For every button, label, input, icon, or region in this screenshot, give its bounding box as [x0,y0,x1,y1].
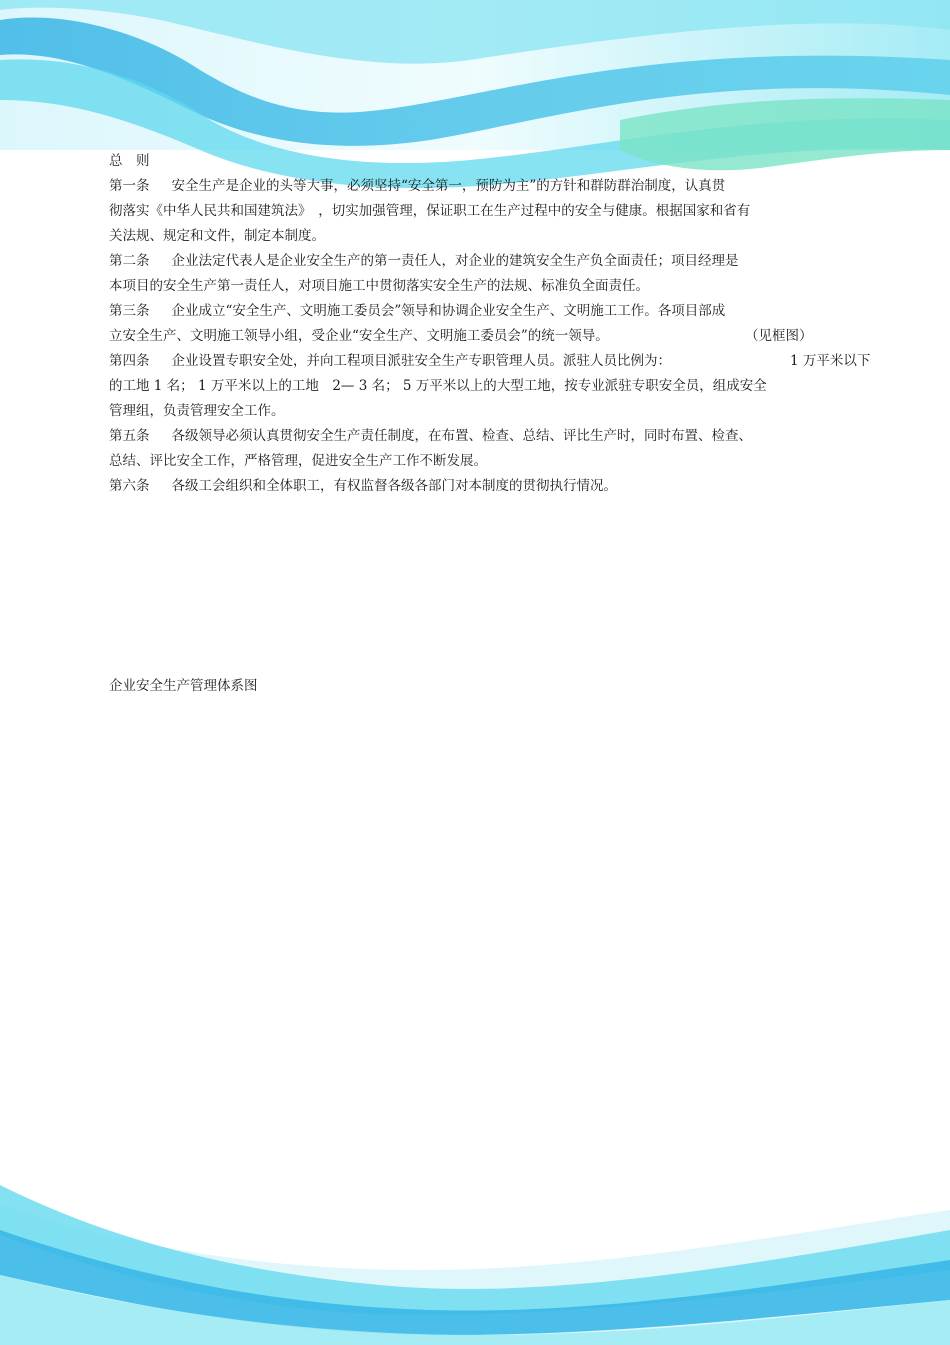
see-diagram-note: （见框图） [745,328,813,344]
article-label: 第二条 [109,253,150,269]
article-1-line-1 [109,177,725,195]
top-wave-decoration [0,0,950,200]
article-3-line-2 [109,327,609,345]
article-1-line-2: 彻落实《中华人民共和国建筑法》 ，切实加强管理，保证职工在生产过程中的安全与健康。根据国家和省有 [109,203,751,219]
article-text: 企业设置专职安全处，并向工程项目派驻安全生产专职管理人员。派驻人员比例为： [171,353,671,369]
article-label: 第一条 [109,178,150,194]
section-heading: 总 则 [109,153,150,169]
article-4-line-2: 的工地 1 名； 1 万平米以上的工地 2— 3 名； 5 万平米以上的大型工地，按专业派驻专职安全员，组成安全 [109,378,767,394]
article-text: 各级工会组织和全体职工，有权监督各级各部门对本制度的贯彻执行情况。 [171,478,617,494]
article-label: 第六条 [109,478,150,494]
article-6-line-1 [109,477,617,495]
article-2-line-2: 本项目的安全生产第一责任人，对项目施工中贯彻落实安全生产的法规、标准负全面责任。 [109,278,649,294]
article-label: 第四条 [109,353,150,369]
article-5-line-2: 总结、评比安全工作，严格管理，促进安全生产工作不断发展。 [109,453,487,469]
article-2-line-1 [109,252,739,270]
diagram-title: 企业安全生产管理体系图 [109,678,258,694]
article-4-line-1 [109,352,671,370]
article-text: 企业法定代表人是企业安全生产的第一责任人，对企业的建筑安全生产负全面责任；项目经理是 [171,253,739,269]
bottom-wave-decoration [0,1175,950,1345]
article-label: 第五条 [109,428,150,444]
article-3-line-1 [109,302,725,320]
article-1-line-3: 关法规、规定和文件，制定本制度。 [109,228,325,244]
article-text: 各级领导必须认真贯彻安全生产责任制度，在布置、检查、总结、评比生产时，同时布置、检查、 [171,428,752,444]
article-label: 第三条 [109,303,150,319]
article-text: 企业成立“安全生产、文明施工委员会”领导和协调企业安全生产、文明施工工作。各项目部成 [171,303,726,319]
article-4-ratio-note: 1 万平米以下 [790,353,871,369]
article-text: 安全生产是企业的头等大事，必须坚持“安全第一，预防为主”的方针和群防群治制度，认真贯 [171,178,726,194]
article-5-line-1 [109,427,752,445]
article-text: 立安全生产、文明施工领导小组，受企业“安全生产、文明施工委员会”的统一领导。 [109,328,609,344]
article-4-line-3: 管理组，负责管理安全工作。 [109,403,285,419]
